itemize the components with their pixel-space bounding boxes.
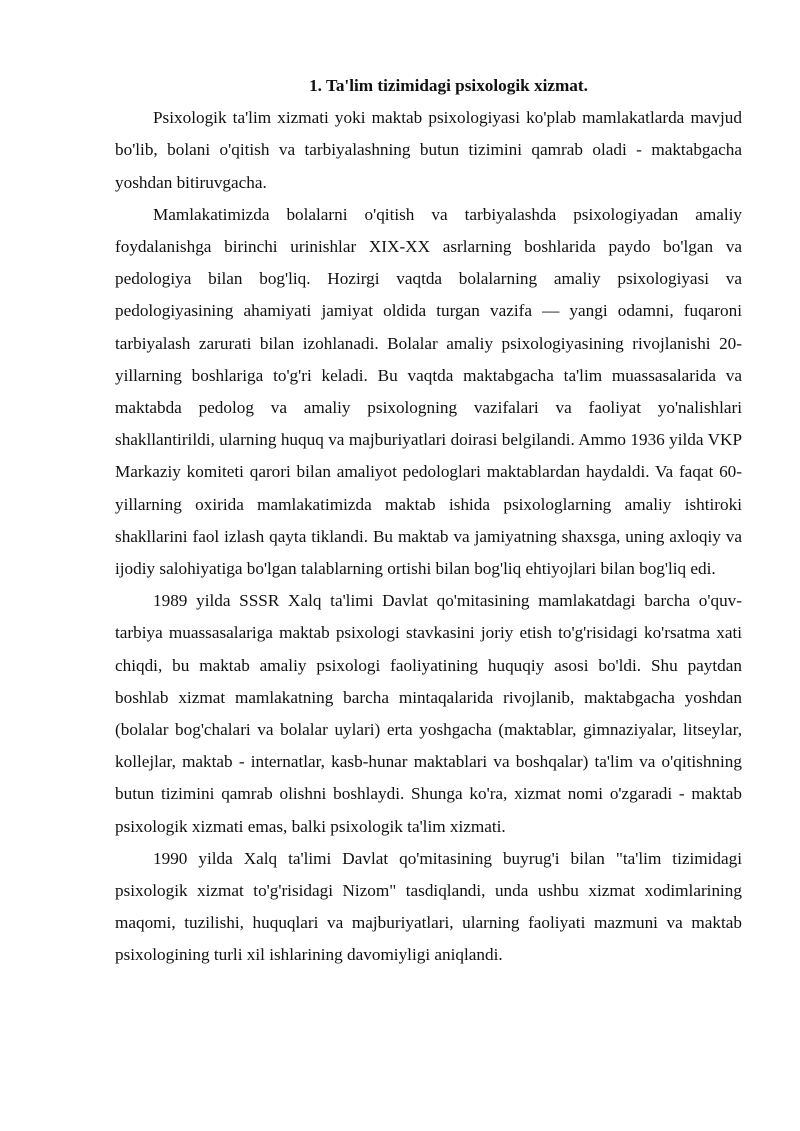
document-page: [115, 70, 742, 972]
paragraph-4: 1990 yilda Xalq ta'limi Davlat qo'mitasining buyrug'i bilan "ta'lim tizimidagi psixologik xizmat to'g'risidagi Nizom" tasdiqlandi, unda ushbu xizmat xodimlarining maqomi, tuzilishi, huquqlari va majburiyatlari, ularning faoliyati mazmuni va maktab psixologining turli xil ishlarining davomiyligi aniqlandi.: [115, 848, 742, 965]
paragraph-2: Mamlakatimizda bolalarni o'qitish va tarbiyalashda psixologiyadan amaliy foydalanishga birinchi urinishlar XIX-XX asrlarning boshlarida paydo bo'lgan va pedologiya bilan bog'liq. Hozirgi vaqtda bolalarning amaliy psixologiyasi va pedologiyasining ahamiyati jamiyat oldida turgan vazifa — yangi odamni, fuqaroni tarbiyalash zarurati bilan izohlanadi. Bolalar amaliy psixologiyasining rivojlanishi 20-yillarning boshlariga to'g'ri keladi. Bu vaqtda maktabgacha ta'lim muassasalarida va maktabda pedolog va amaliy psixologning vazifalari va faoliyat yo'nalishlari shakllantirildi, ularning huquq va majburiyatlari doirasi belgilandi. Ammo 1936 yilda VKP Markaziy komiteti qarori bilan amaliyot pedologlari maktablardan haydaldi. Va faqat 60-yillarning oxirida mamlakatimizda maktab ishida psixologlarning amaliy ishtiroki shakllarini faol izlash qayta tiklandi. Bu maktab va jamiyatning shaxsga, uning axloqiy va ijodiy salohiyatiga bo'lgan talablarning ortishi bilan bog'liq ehtiyojlari bilan bog'liq edi.: [115, 204, 742, 579]
section-heading: 1. Ta'lim tizimidagi psixologik xizmat.: [309, 76, 588, 95]
paragraph-1: Psixologik ta'lim xizmati yoki maktab psixologiyasi ko'plab mamlakatlarda mavjud bo'lib, bolani o'qitish va tarbiyalashning butun tizimini qamrab oladi - maktabgacha yoshdan bitiruvgacha.: [115, 108, 742, 192]
paragraph-3: 1989 yilda SSSR Xalq ta'limi Davlat qo'mitasining mamlakatdagi barcha o'quv-tarbiya muassasalariga maktab psixologi stavkasini joriy etish to'g'risidagi ko'rsatma xati chiqdi, bu maktab amaliy psixologi faoliyatining huquqiy asosi bo'ldi. Shu paytdan boshlab xizmat mamlakatning barcha mintaqalarida rivojlanib, maktabgacha yoshdan (bolalar bog'chalari va bolalar uylari) erta yoshgacha (maktablar, gimnaziyalar, litseylar, kollejlar, maktab - internatlar, kasb-hunar maktablari va boshqalar) ta'lim va o'qitishning butun tizimini qamrab olishni boshlaydi. Shunga ko'ra, xizmat nomi o'zgaradi - maktab psixologik xizmati emas, balki psixologik ta'lim xizmati.: [115, 591, 742, 836]
